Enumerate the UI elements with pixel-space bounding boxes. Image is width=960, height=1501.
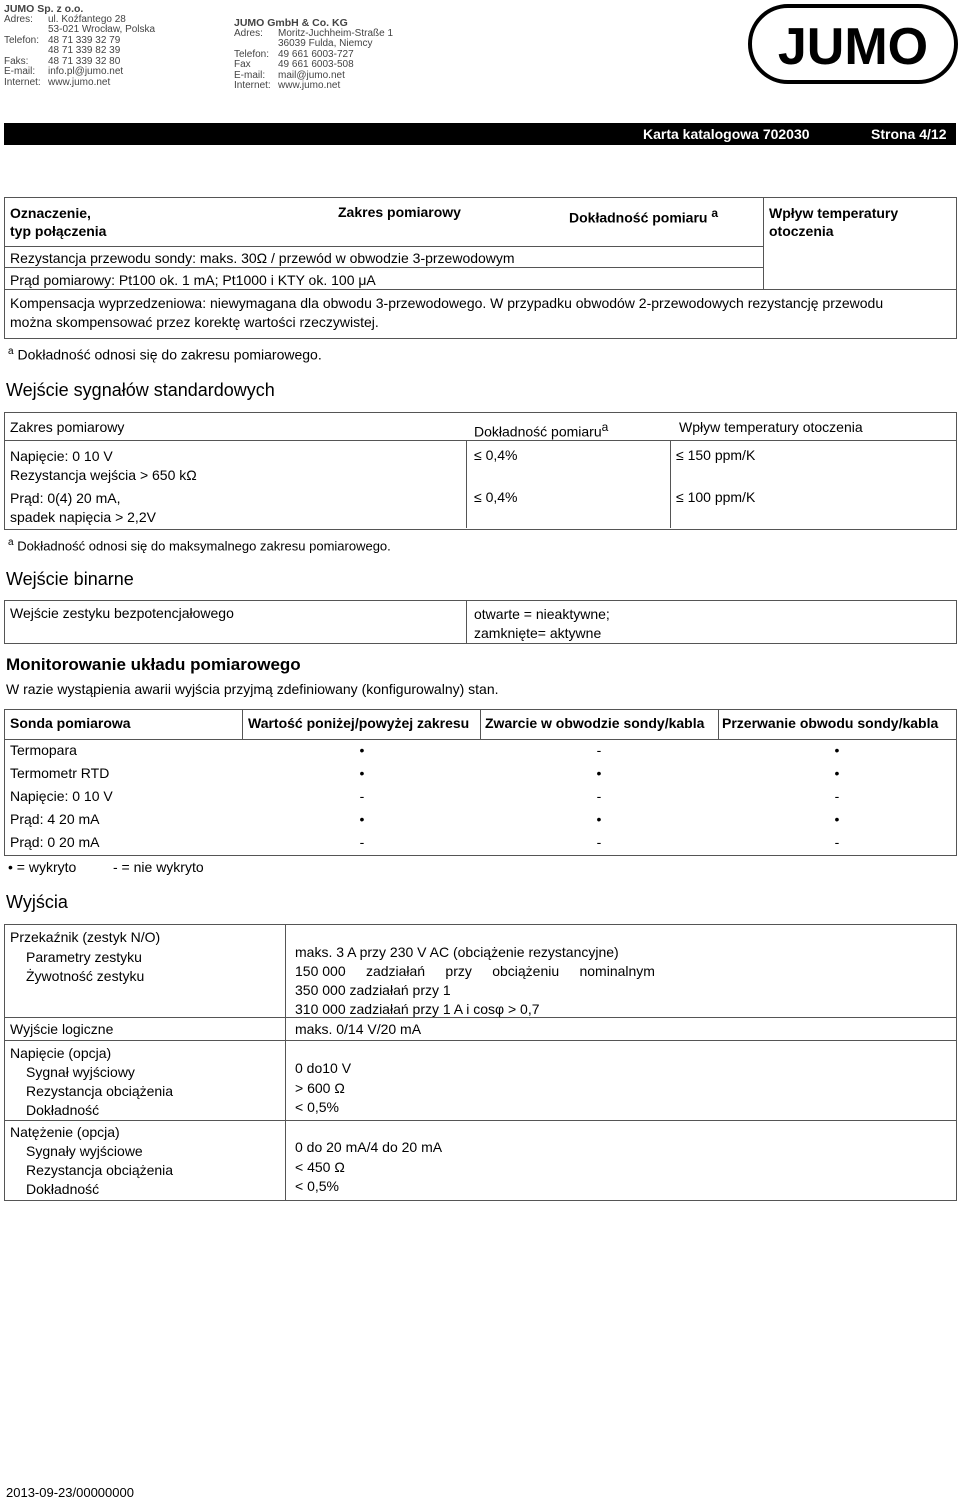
- binary-right: [474, 605, 610, 643]
- section-monitor-title: Monitorowanie układu pomiarowego: [6, 655, 301, 674]
- company_de-line-value: 49 661 6003-727: [278, 48, 354, 60]
- monitor-cell: •: [596, 811, 602, 827]
- t1-h4b: otoczenia: [769, 223, 834, 239]
- std-header-range: Zakres pomiarowy: [10, 419, 125, 435]
- t1-r3b: można skompensować przez korektę wartości rzeczywistej.: [10, 314, 379, 330]
- company_pl-line-value: www.jumo.net: [48, 76, 111, 88]
- monitor-cell: -: [596, 834, 602, 850]
- out-current-l2: Rezystancja obciążenia: [26, 1162, 174, 1178]
- t1-footnote-sup: a: [8, 346, 14, 357]
- company_de-line: [234, 60, 393, 71]
- out-voltage: [10, 1044, 173, 1120]
- jumo-logo: [748, 2, 958, 86]
- company_de-line: [234, 81, 393, 92]
- company_pl-line-value: 48 71 339 82 39: [48, 45, 121, 56]
- monitor-cell: •: [834, 811, 840, 827]
- out-relay-v1: maks. 3 A przy 230 V AC (obciążenie rezystancyjne): [295, 944, 619, 960]
- t1-row-current: Prąd pomiarowy: Pt100 ok. 1 mA; Pt1000 i KTY ok. 100 μA: [10, 272, 376, 288]
- out-current-l3: Dokładność: [26, 1181, 100, 1197]
- out-relay-v3: 350 000 zadziałań przy 1: [295, 982, 451, 998]
- out-relay-v2c: przy: [445, 963, 472, 979]
- std-row2-temp: ≤ 100 ppm/K: [676, 489, 756, 505]
- logo-text: JUMO: [777, 18, 929, 76]
- std-row2-b: spadek napięcia > 2,2V: [10, 509, 156, 525]
- out-current-v2: < 450 Ω: [295, 1158, 345, 1175]
- section-outputs-title: Wyjścia: [6, 892, 68, 912]
- std-row2-a: Prąd: 0(4) 20 mA,: [10, 490, 121, 506]
- legend-detected: • = wykryto: [8, 859, 77, 875]
- company_de-line-label: Fax: [234, 59, 251, 70]
- monitor-cell: •: [359, 765, 365, 781]
- catalog-banner: [4, 123, 956, 145]
- t1-header-accuracy: [569, 206, 718, 226]
- company_pl-line-label: Adres:: [4, 13, 33, 25]
- std-row1-b: Rezystancja wejścia > 650 kΩ: [10, 467, 197, 483]
- t1-row-compensation: [10, 294, 883, 332]
- company_pl-line-value: 53-021 Wrocław, Polska: [48, 24, 156, 35]
- out-voltage-l2: Rezystancja obciążenia: [26, 1083, 174, 1099]
- std-header-accuracy: [474, 420, 608, 440]
- company_pl-line-label: Faks:: [4, 55, 29, 67]
- binary-left: Wejście zestyku bezpotencjałowego: [10, 605, 234, 621]
- out-relay-params: Parametry zestyku: [26, 948, 142, 965]
- company_pl-line: [4, 67, 155, 78]
- monitor-cell: •: [834, 765, 840, 781]
- monitor-h3: Zwarcie w obwodzie sondy/kabla: [485, 715, 705, 731]
- company_pl-line-value: 48 71 339 32 79: [48, 34, 121, 46]
- company_pl-line-value: info.pl@jumo.net: [48, 66, 124, 77]
- section-binary-title: Wejście binarne: [6, 569, 134, 589]
- legend-not-detected: - = nie wykryto: [113, 859, 204, 875]
- std-row1-a: Napięcie: 0 10 V: [10, 448, 113, 464]
- std-row1-temp: ≤ 150 ppm/K: [676, 447, 756, 463]
- monitor-cell: -: [596, 788, 602, 804]
- monitor-h4: Przerwanie obwodu sondy/kabla: [722, 715, 939, 731]
- company_de-line-value: 49 661 6003-508: [278, 59, 354, 70]
- company-pl-name: JUMO Sp. z o.o.: [4, 3, 84, 15]
- company_de-line: [234, 39, 393, 50]
- footer-code: 2013-09-23/00000000: [6, 1485, 134, 1500]
- out-current-v3: < 0,5%: [295, 1178, 339, 1194]
- out-relay-label: Przekaźnik (zestyk N/O): [10, 929, 161, 945]
- out-current-l1: Sygnały wyjściowe: [26, 1143, 143, 1159]
- company_de-line-label: Telefon:: [234, 48, 270, 60]
- t1-footnote-text: Dokładność odnosi się do zakresu pomiarowego.: [17, 346, 322, 363]
- out-voltage-values: [295, 1059, 351, 1118]
- out-voltage-v1: 0 do10 V: [295, 1060, 352, 1076]
- monitor-row-name: Prąd: 4 20 mA: [10, 811, 100, 827]
- company_pl-line-label: E-mail:: [4, 66, 36, 77]
- t1-row-resistance: Rezystancja przewodu sondy: maks. 30Ω / przewód w obwodzie 3-przewodowym: [10, 250, 515, 266]
- std-h2: Dokładność pomiaru: [474, 423, 602, 440]
- t1-h1b: typ połączenia: [10, 223, 107, 239]
- t1-h4a: Wpływ temperatury: [769, 205, 899, 221]
- monitor-cell: •: [596, 765, 602, 781]
- company-de-block: [234, 18, 393, 92]
- out-relay-v2b: zadziałań: [365, 963, 426, 979]
- monitor-row-name: Termopara: [10, 742, 77, 758]
- monitor-row-name: Termometr RTD: [10, 765, 110, 781]
- monitor-cell: -: [359, 788, 365, 804]
- std-footnote: [8, 537, 391, 553]
- company_de-line-label: Internet:: [234, 80, 271, 91]
- company_pl-line-value: ul. Koźfantego 28: [48, 13, 126, 25]
- out-current-label: Natężenie (opcja): [10, 1124, 120, 1140]
- out-relay-v4: 310 000 zadziałań przy 1 A i cosφ > 0,7: [295, 1001, 540, 1017]
- out-voltage-v2: > 600 Ω: [295, 1079, 345, 1096]
- company-pl-block: [4, 4, 155, 88]
- std-row2-acc: ≤ 0,4%: [474, 489, 518, 505]
- out-current-v1: 0 do 20 mA/4 do 20 mA: [295, 1139, 443, 1155]
- out-relay-v2e: nominalnym: [579, 963, 655, 979]
- out-logic: Wyjście logiczne: [10, 1021, 114, 1037]
- company_de-line-value: 36039 Fulda, Niemcy: [278, 38, 373, 49]
- monitor-cell: -: [834, 834, 840, 850]
- company_de-line-label: Adres:: [234, 27, 263, 39]
- company_pl-line: [4, 46, 155, 57]
- t1-header-designation: [10, 204, 106, 240]
- std-header-temp: Wpływ temperatury otoczenia: [679, 419, 863, 435]
- std-row-2: [10, 489, 156, 527]
- binary-right1: otwarte = nieaktywne;: [474, 606, 610, 622]
- out-relay: [10, 928, 160, 987]
- t1-h3: Dokładność pomiaru: [569, 209, 708, 226]
- company_de-line-value: mail@jumo.net: [278, 69, 345, 81]
- t1-r3a: Kompensacja wyprzedzeniowa: niewymagana dla obwodu 3-przewodowego. W przypadku obwodów 2-przewodowych rezystancję przewodu: [10, 295, 884, 311]
- monitor-h2: Wartość poniżej/powyżej zakresu: [248, 715, 470, 731]
- monitor-cell: •: [359, 742, 365, 758]
- out-voltage-l1: Sygnał wyjściowy: [26, 1064, 135, 1080]
- company_de-line-label: [234, 39, 278, 50]
- company_pl-line: [4, 78, 155, 89]
- monitor-h1: Sonda pomiarowa: [10, 715, 131, 731]
- binary-right2: zamknięte= aktywne: [474, 625, 602, 641]
- out-relay-v2a: 150 000: [295, 963, 346, 979]
- t1-footnote: [8, 346, 322, 363]
- out-logic-value: maks. 0/14 V/20 mA: [295, 1021, 422, 1037]
- t1-h1a: Oznaczenie,: [10, 205, 91, 221]
- out-relay-v2: [295, 962, 655, 981]
- company_pl-line-label: [4, 46, 48, 57]
- monitor-cell: -: [359, 834, 365, 850]
- catalog-label: Karta katalogowa 702030: [643, 126, 810, 142]
- company_pl-line: [4, 25, 155, 36]
- out-relay-life: Żywotność zestyku: [26, 968, 145, 984]
- std-h2-sup: a: [601, 420, 609, 434]
- company_de-line-value: www.jumo.net: [278, 80, 341, 91]
- company_pl-line-value: 48 71 339 32 80: [48, 55, 121, 67]
- out-voltage-l3: Dokładność: [26, 1102, 100, 1118]
- section-standard-title: Wejście sygnałów standardowych: [6, 380, 275, 400]
- std-footnote-sup: a: [8, 537, 14, 548]
- monitor-cell: •: [359, 811, 365, 827]
- page-number: Strona 4/12: [871, 126, 947, 142]
- out-relay-v2d: obciążeniu: [492, 963, 560, 979]
- monitor-row-name: Napięcie: 0 10 V: [10, 788, 113, 804]
- company_de-line-label: E-mail:: [234, 69, 266, 81]
- monitor-cell: -: [596, 742, 602, 758]
- company_pl-line-label: Telefon:: [4, 34, 40, 46]
- out-current: [10, 1123, 173, 1199]
- std-row-1: [10, 447, 197, 485]
- company_pl-line-label: [4, 25, 48, 36]
- company_de-line-value: Moritz-Juchheim-Straße 1: [278, 27, 394, 39]
- out-voltage-v3: < 0,5%: [295, 1099, 339, 1115]
- company_pl-line-label: Internet:: [4, 76, 41, 88]
- out-current-values: [295, 1138, 442, 1197]
- std-row1-acc: ≤ 0,4%: [474, 447, 518, 463]
- monitor-cell: -: [834, 788, 840, 804]
- t1-header-temp: [769, 204, 898, 240]
- t1-h3-sup: a: [711, 206, 719, 220]
- monitor-cell: •: [834, 742, 840, 758]
- t1-header-range: Zakres pomiarowy: [338, 204, 461, 220]
- out-voltage-label: Napięcie (opcja): [10, 1045, 112, 1061]
- out-relay-values: [295, 943, 655, 1019]
- monitor-desc: W razie wystąpienia awarii wyjścia przyjmą zdefiniowany (konfigurowalny) stan.: [6, 681, 499, 697]
- company-de-name: JUMO GmbH & Co. KG: [234, 17, 348, 29]
- monitor-row-name: Prąd: 0 20 mA: [10, 834, 100, 850]
- std-footnote-text: Dokładność odnosi się do maksymalnego zakresu pomiarowego.: [17, 538, 391, 554]
